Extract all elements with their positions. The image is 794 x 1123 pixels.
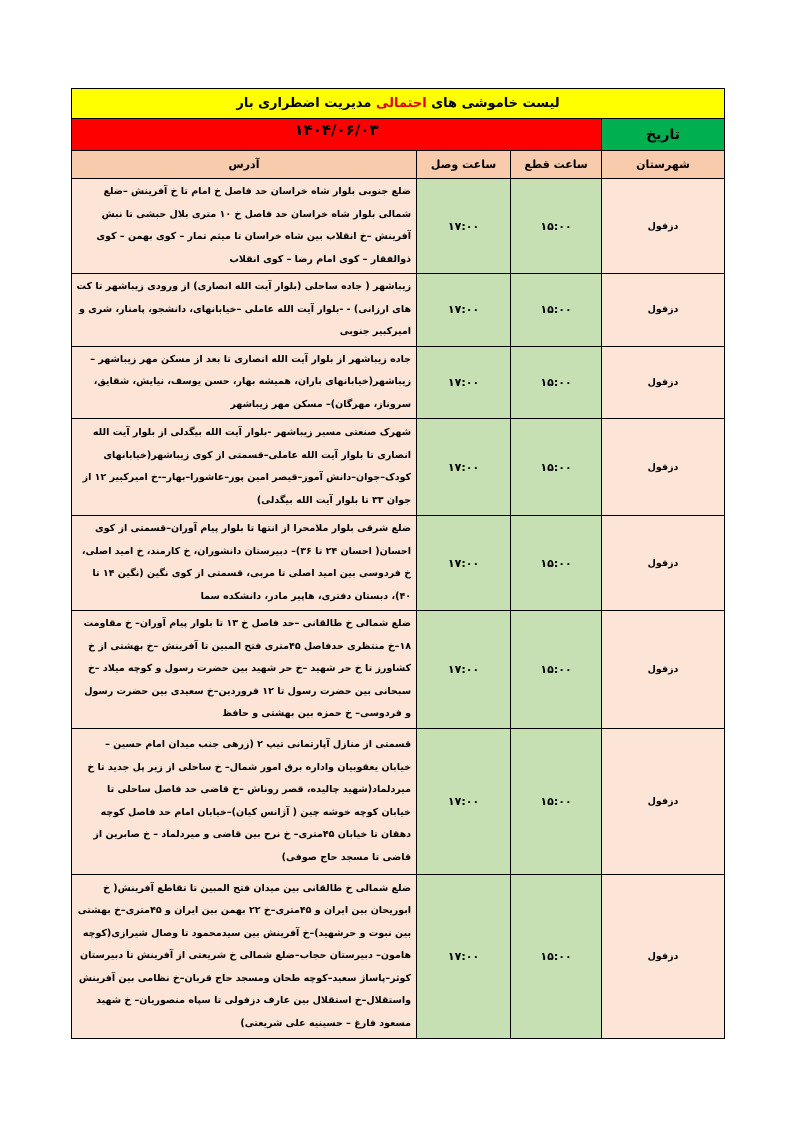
- header-city: شهرستان: [602, 151, 725, 179]
- connect-time-cell: ۱۷:۰۰: [417, 419, 511, 516]
- table-row: [72, 611, 725, 729]
- address-cell: زیباشهر ( جاده ساحلی (بلوار آیت الله انصاری) از ورودی زیباشهر تا کت های ارزانی) - -بلوار آیت الله عاملی –خیابانهای، دانشجو، پامنار، شری و امیرکبیر جنوبی: [72, 274, 417, 347]
- table-header-row: [72, 151, 725, 179]
- connect-time-cell: ۱۷:۰۰: [417, 875, 511, 1039]
- address-cell: ضلع شمالی خ طالقانی بین میدان فتح المبین تا تقاطع آفرینش( خ ابوریحان بین ایران و ۴۵متری–خ ۲۲ بهمن بین ایران و ۴۵متری–خ بهشتی بین نبوت و حرشهید)–خ آفرینش بین سیدمحمود تا وصال شیرازی(کوچه هامون– دبیرستان حجاب–ضلع شمالی خ شریعتی از آفرینش تا دبیرستان کوثر–پاساژ سعید–کوچه طحان ومسجد حاج قربان–خ نظامی بین آفرینش واستقلال–خ استقلال بین عارف دزفولی تا سپاه منصوریان– خ شهید مسعود فارغ – حسینیه علی شریعتی): [72, 875, 417, 1039]
- title-highlight: احتمالی: [375, 96, 427, 111]
- table-row: [72, 516, 725, 611]
- address-cell: قسمتی از منازل آپارتمانی تیپ ۲ (زرهی جنب میدان امام حسین –خیابان یعقوبیان واداره برق امور شمال– خ ساحلی از زیر پل جدید تا خ میردلماد(شهید چالیده، قصر روناش –خ قاضی حد فاصل ساحلی تا خیابان کوچه خوشه چین ( آژانس کیان)–خیابان امام حد فاصل کوچه دهقان تا خیابان ۴۵متری– خ نرح بین قاضی و میردلماد – خ صابرین از قاضی تا مسجد حاج صوفی): [72, 729, 417, 875]
- title-part2: مدیریت اضطراری بار: [236, 96, 372, 111]
- city-cell: دزفول: [602, 875, 725, 1039]
- address-cell: ضلع جنوبی بلوار شاه خراسان حد فاصل خ امام تا خ آفرینش –ضلع شمالی بلوار شاه خراسان حد فاصل خ ۱۰ متری بلال حبشی تا نبش آفرینش –خ انقلاب بین شاه خراسان تا میثم تمار – کوی بهمن – کوی ذوالفقار – کوی امام رضا – کوی انقلاب: [72, 179, 417, 274]
- connect-time-cell: ۱۷:۰۰: [417, 179, 511, 274]
- outage-sheet: [71, 88, 724, 1039]
- cut-time-cell: ۱۵:۰۰: [511, 274, 602, 347]
- cut-time-cell: ۱۵:۰۰: [511, 875, 602, 1039]
- table-row: [72, 274, 725, 347]
- city-cell: دزفول: [602, 611, 725, 729]
- city-cell: دزفول: [602, 179, 725, 274]
- cut-time-cell: ۱۵:۰۰: [511, 729, 602, 875]
- header-connect-time: ساعت وصل: [417, 151, 511, 179]
- address-cell: ضلع شرقی بلوار ملامحرا از انتها تا بلوار پیام آوران–قسمتی از کوی احسان( احسان ۲۴ تا ۳۶)– دبیرستان دانشوران، خ کارمند، خ امید اصلی، خ فردوسی بین امید اصلی تا مربی، قسمتی از کوی نگین (نگین ۱۴ تا ۴۰)، دبستان دفتری، هاپیر مادر، دانشکده سما: [72, 516, 417, 611]
- table-row: [72, 419, 725, 516]
- header-address: آدرس: [72, 151, 417, 179]
- cut-time-cell: ۱۵:۰۰: [511, 516, 602, 611]
- address-cell: شهرک صنعتی مسیر زیباشهر -بلوار آیت الله بیگدلی از بلوار آیت الله انصاری تا بلوار آیت الله عاملی–قسمتی از کوی زیباشهر(خیابانهای کودک–جوان–دانش آموز–قیصر امین پور–عاشورا–بهار–-خ امیرکبیر ۱۲ از جوان ۳۳ تا بلوار آیت الله بیگدلی): [72, 419, 417, 516]
- table-row: [72, 875, 725, 1039]
- table-row: [72, 179, 725, 274]
- city-cell: دزفول: [602, 516, 725, 611]
- cut-time-cell: ۱۵:۰۰: [511, 346, 602, 419]
- connect-time-cell: ۱۷:۰۰: [417, 729, 511, 875]
- outage-table: [71, 88, 725, 1039]
- cut-time-cell: ۱۵:۰۰: [511, 611, 602, 729]
- city-cell: دزفول: [602, 419, 725, 516]
- sheet-title: [72, 89, 725, 119]
- connect-time-cell: ۱۷:۰۰: [417, 346, 511, 419]
- connect-time-cell: ۱۷:۰۰: [417, 516, 511, 611]
- city-cell: دزفول: [602, 729, 725, 875]
- date-label: تاریخ: [602, 119, 725, 151]
- connect-time-cell: ۱۷:۰۰: [417, 611, 511, 729]
- address-cell: جاده زیباشهر از بلوار آیت الله انصاری تا بعد از مسکن مهر زیباشهر – زیباشهر(خیابانهای باران، همیشه بهار، حسن یوسف، نیایش، شقایق، سروناز، مهرگان)– مسکن مهر زیباشهر: [72, 346, 417, 419]
- cut-time-cell: ۱۵:۰۰: [511, 179, 602, 274]
- table-row: [72, 346, 725, 419]
- cut-time-cell: ۱۵:۰۰: [511, 419, 602, 516]
- connect-time-cell: ۱۷:۰۰: [417, 274, 511, 347]
- header-cut-time: ساعت قطع: [511, 151, 602, 179]
- city-cell: دزفول: [602, 346, 725, 419]
- date-value: ۱۴۰۴/۰۶/۰۳: [72, 119, 602, 151]
- table-row: [72, 729, 725, 875]
- city-cell: دزفول: [602, 274, 725, 347]
- title-part1: لیست خاموشی های: [431, 96, 560, 111]
- address-cell: ضلع شمالی خ طالقانی –حد فاصل خ ۱۳ تا بلوار پیام آوران– خ مقاومت ۱۸–خ منتظری حدفاصل ۴۵متری فتح المبین تا آفرینش –خ بهشتی از خ کشاورز تا خ حر شهید –خ حر شهید بین حضرت رسول و کوچه میلاد –خ سبحانی بین حضرت رسول تا ۱۲ فروردین–خ سعیدی بین حضرت رسول و فردوسی– خ حمزه بین بهشتی و حافظ: [72, 611, 417, 729]
